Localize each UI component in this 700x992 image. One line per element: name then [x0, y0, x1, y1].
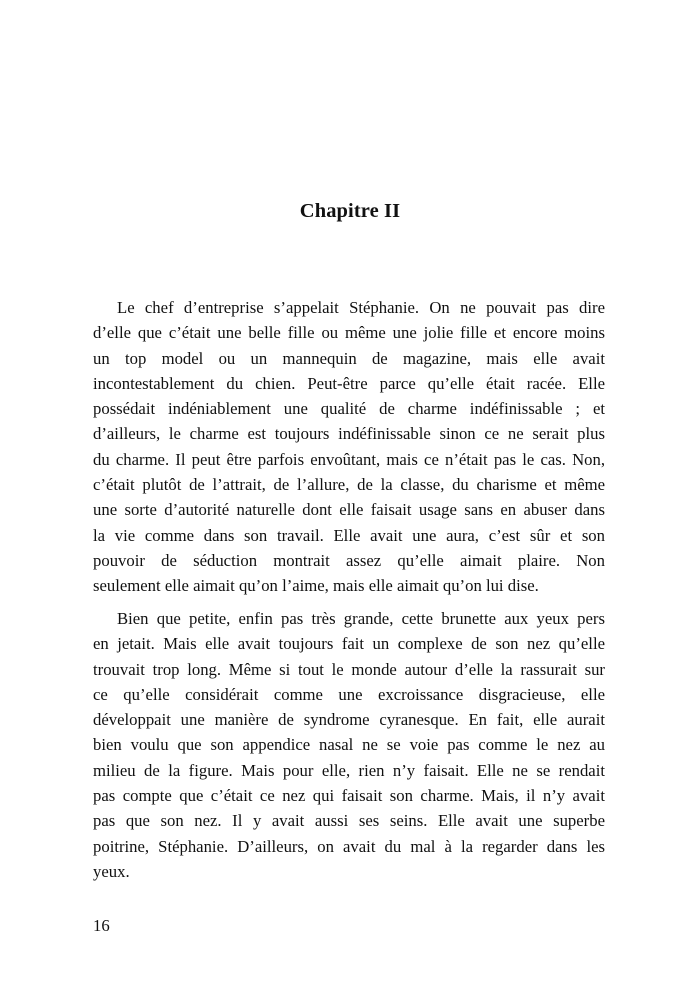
text-line: yeux. — [93, 861, 130, 881]
text-line: développait une manière de syndrome cyranesque. En fait, elle aurait — [93, 710, 605, 730]
text-line: Le chef d’entreprise s’appelait Stéphanie. On ne pouvait pas dire — [117, 298, 605, 317]
text-line: pas compte que c’était ce nez qui faisait son charme. Mais, il n’y avait — [93, 786, 605, 806]
text-line: milieu de la figure. Mais pour elle, rien n’y faisait. Elle ne se rendait — [93, 760, 605, 780]
text-line: c’était plutôt de l’attrait, de l’allure, de la classe, du charisme et même — [93, 475, 605, 495]
text-line: du charme. Il peut être parfois envoûtant, mais ce n’était pas le cas. Non, — [93, 449, 605, 469]
text-line: d’elle que c’était une belle fille ou même une jolie fille et encore moins — [93, 323, 605, 343]
text-line: ce qu’elle considérait comme une excroissance disgracieuse, elle — [93, 684, 605, 704]
paragraph-1 — [93, 295, 605, 599]
text-line: possédait indéniablement une qualité de charme indéfinissable ; et — [93, 399, 605, 419]
text-line: poitrine, Stéphanie. D’ailleurs, on avait du mal à la regarder dans les — [93, 836, 605, 856]
text-line: pouvoir de séduction montrait assez qu’elle aimait plaire. Non — [93, 550, 605, 570]
text-line: seulement elle aimait qu’on l’aime, mais elle aimait qu’on lui dise. — [93, 576, 539, 596]
text-line: Bien que petite, enfin pas très grande, cette brunette aux yeux pers — [117, 609, 605, 628]
text-line: un top model ou un mannequin de magazine, mais elle avait — [93, 348, 605, 368]
text-line: la vie comme dans son travail. Elle avait une aura, c’est sûr et son — [93, 525, 605, 545]
text-line: pas que son nez. Il y avait aussi ses seins. Elle avait une superbe — [93, 811, 605, 831]
text-line: trouvait trop long. Même si tout le monde autour d’elle la rassurait sur — [93, 659, 605, 679]
page-number: 16 — [93, 916, 110, 935]
text-line: une sorte d’autorité naturelle dont elle faisait usage sans en abuser dans — [93, 500, 605, 520]
text-line: en jetait. Mais elle avait toujours fait un complexe de son nez qu’elle — [93, 634, 605, 654]
text-line: incontestablement du chien. Peut-être parce qu’elle était racée. Elle — [93, 373, 605, 393]
paragraph-2 — [93, 606, 605, 884]
chapter-title: Chapitre II — [299, 200, 401, 222]
text-line: bien voulu que son appendice nasal ne se voie pas comme le nez au — [93, 735, 605, 755]
text-line: d’ailleurs, le charme est toujours indéfinissable sinon ce ne serait plus — [93, 424, 605, 444]
